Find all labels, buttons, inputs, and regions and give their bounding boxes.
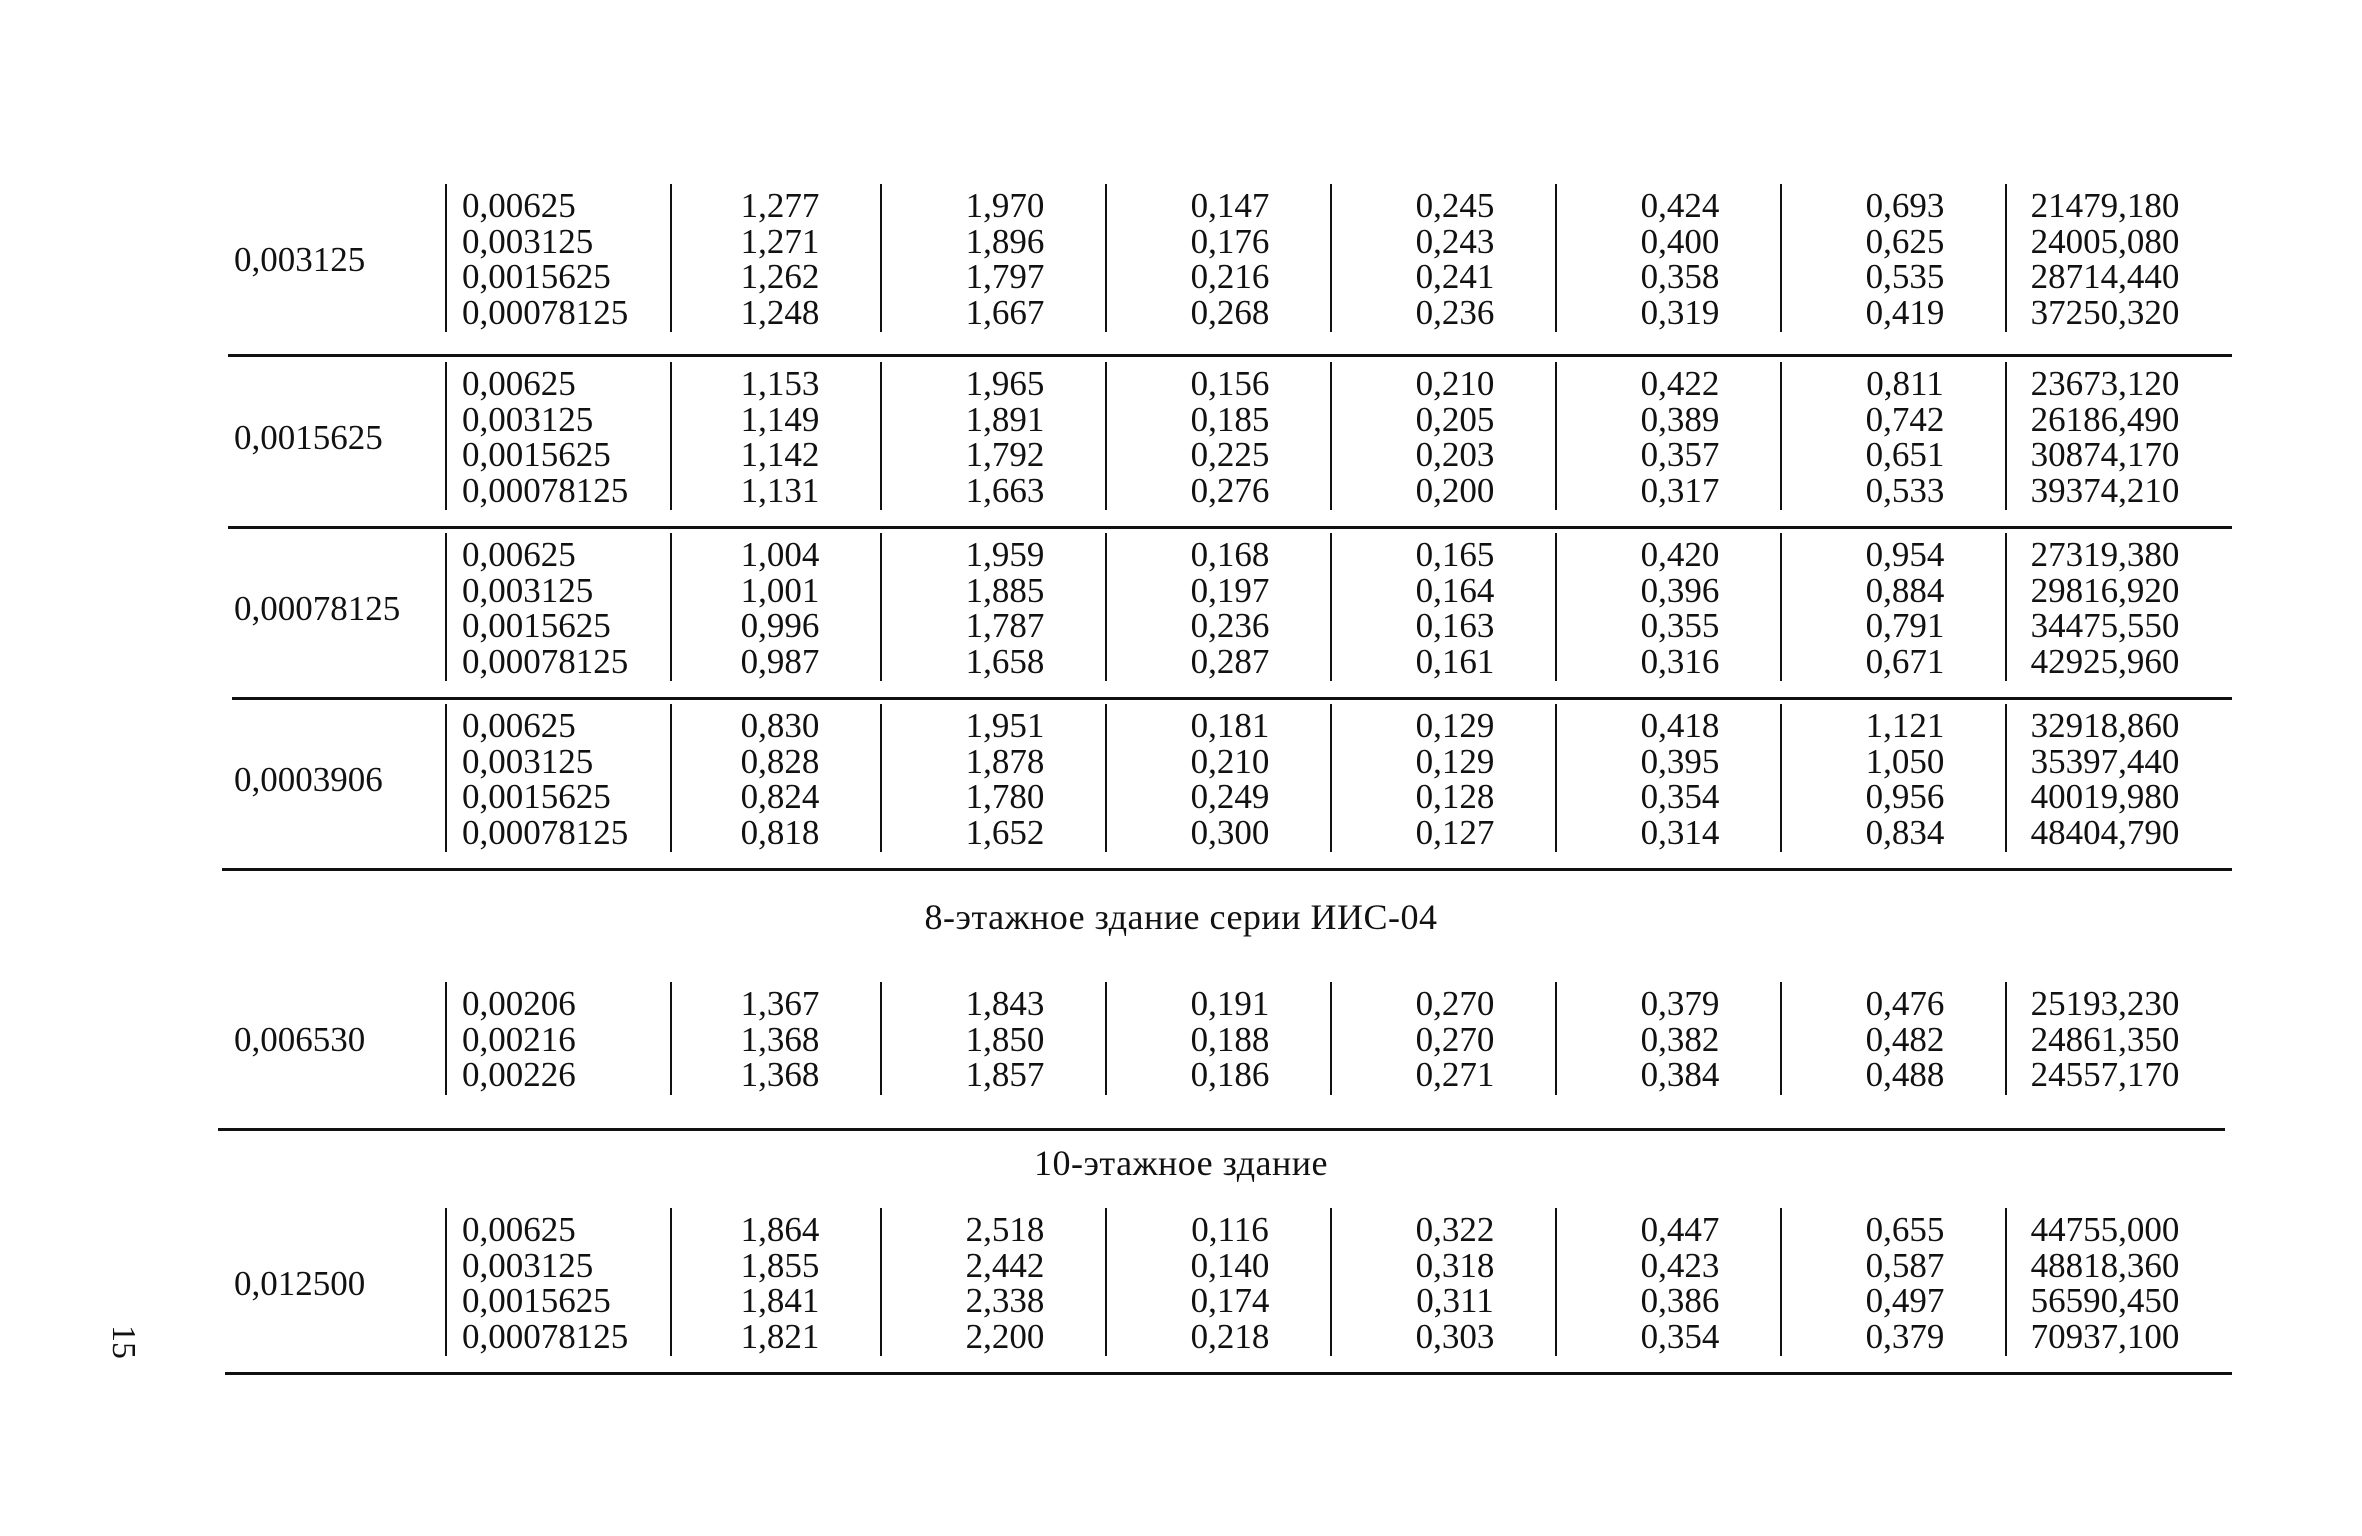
table-column [1575,188,1785,330]
table-cell: 0,791 [1865,606,1945,645]
table-column [462,366,662,508]
table-cell: 0,00625 [462,186,576,225]
table-column [1575,986,1785,1093]
table-cell: 0,174 [1190,1281,1270,1320]
table-cell: 0,625 [1865,221,1945,261]
table-cell: 0,245 [1415,186,1495,225]
table-cell: 0,314 [1640,812,1720,852]
table-cell: 0,418 [1640,706,1720,745]
table-cell: 0,316 [1640,641,1720,681]
table-column [1125,537,1335,679]
column-rule [445,704,447,852]
column-rule [670,533,672,681]
table-cell: 0,268 [1190,292,1270,332]
table-cell: 2,442 [965,1245,1045,1285]
table-cell: 0,389 [1640,399,1720,439]
table-cell: 0,497 [1865,1281,1945,1320]
table-cell: 0,176 [1190,221,1270,261]
table-column [900,986,1110,1093]
table-cell: 1,855 [740,1245,820,1285]
table-cell: 1,792 [965,435,1045,474]
table-cell: 0,354 [1640,1316,1720,1356]
table-cell: 1,004 [740,535,820,574]
table-cell: 0,271 [1415,1055,1495,1094]
row-separator [222,868,2232,871]
table-cell: 0,956 [1865,777,1945,816]
column-rule [445,1208,447,1356]
table-cell: 1,001 [740,570,820,610]
table-cell: 0,188 [1190,1019,1270,1059]
table-cell: 0,811 [1866,364,1944,403]
table-cell: 1,965 [965,364,1045,403]
table-cell: 0,236 [1190,606,1270,645]
row-separator [232,697,2232,700]
table-cell: 0,354 [1640,777,1720,816]
table-cell: 0,161 [1415,641,1495,681]
table-cell: 1,277 [740,186,820,225]
table-cell: 0,655 [1865,1210,1945,1249]
table-cell: 0,003125 [462,221,594,261]
table-cell: 0,003125 [462,741,594,781]
table-cell: 0,127 [1415,812,1495,852]
table-cell: 1,262 [740,257,820,296]
table-column [1125,366,1335,508]
table-cell: 1,787 [965,606,1045,645]
table-column [1125,1212,1335,1354]
table-cell: 27319,380 [2030,535,2180,574]
group-lead-value: 0,003125 [234,240,366,279]
table-cell: 0,00216 [462,1019,576,1059]
table-cell: 1,797 [965,257,1045,296]
column-rule [670,184,672,332]
table-cell: 1,248 [740,292,820,332]
table-cell: 0,216 [1190,257,1270,296]
table-cell: 32918,860 [2030,706,2180,745]
table-cell: 0,191 [1190,984,1270,1023]
table-cell: 1,658 [965,641,1045,681]
table-cell: 0,203 [1415,435,1495,474]
table-cell: 0,0015625 [462,1281,611,1320]
table-column [680,537,880,679]
table-cell: 0,147 [1190,186,1270,225]
table-column [1350,986,1560,1093]
table-cell: 0,587 [1865,1245,1945,1285]
table-cell: 0,884 [1865,570,1945,610]
table-cell: 0,396 [1640,570,1720,610]
table-cell: 1,843 [965,984,1045,1023]
table-column [1575,537,1785,679]
table-cell: 1,368 [740,1055,820,1094]
table-cell: 0,00078125 [462,292,629,332]
table-cell: 30874,170 [2030,435,2180,474]
table-cell: 1,153 [740,364,820,403]
table-cell: 0,156 [1190,364,1270,403]
table-cell: 48404,790 [2030,812,2180,852]
table-cell: 0,987 [740,641,820,681]
table-cell: 0,270 [1415,984,1495,1023]
table-cell: 1,367 [740,984,820,1023]
table-cell: 0,164 [1415,570,1495,610]
table-cell: 1,821 [740,1316,820,1356]
table-cell: 0,218 [1190,1316,1270,1356]
table-column [462,1212,662,1354]
table-column [1800,188,2010,330]
table-column [1800,986,2010,1093]
column-rule [670,704,672,852]
table-column [1125,188,1335,330]
table-cell: 0,488 [1865,1055,1945,1094]
table-cell: 1,652 [965,812,1045,852]
table-cell: 0,003125 [462,1245,594,1285]
table-cell: 0,319 [1640,292,1720,332]
column-rule [880,533,882,681]
table-column [2000,1212,2210,1354]
table-cell: 0,400 [1640,221,1720,261]
table-cell: 1,857 [965,1055,1045,1094]
table-column [2000,537,2210,679]
table-cell: 0,384 [1640,1055,1720,1094]
row-separator [218,1128,2225,1131]
table-cell: 24005,080 [2030,221,2180,261]
table-cell: 0,00206 [462,984,576,1023]
table-cell: 1,864 [740,1210,820,1249]
table-cell: 0,671 [1865,641,1945,681]
table-cell: 0,651 [1865,435,1945,474]
table-cell: 0,129 [1415,706,1495,745]
table-cell: 0,311 [1416,1281,1494,1320]
table-cell: 0,165 [1415,535,1495,574]
table-cell: 0,317 [1640,470,1720,510]
table-cell: 1,121 [1865,706,1945,745]
table-cell: 44755,000 [2030,1210,2180,1249]
table-cell: 0,276 [1190,470,1270,510]
table-cell: 0,322 [1415,1210,1495,1249]
table-column [1575,708,1785,850]
table-column [1350,708,1560,850]
table-cell: 0,163 [1415,606,1495,645]
table-cell: 0,742 [1865,399,1945,439]
column-rule [445,982,447,1095]
row-separator [225,1372,2232,1375]
table-cell: 25193,230 [2030,984,2180,1023]
table-cell: 0,185 [1190,399,1270,439]
table-cell: 2,518 [965,1210,1045,1249]
table-cell: 0,00226 [462,1055,576,1094]
table-cell: 1,885 [965,570,1045,610]
table-column [900,366,1110,508]
group-lead-value: 0,0003906 [234,760,383,799]
table-column [900,708,1110,850]
table-cell: 0,318 [1415,1245,1495,1285]
column-rule [880,1208,882,1356]
column-rule [670,362,672,510]
table-cell: 0,249 [1190,777,1270,816]
table-cell: 0,379 [1865,1316,1945,1356]
table-cell: 0,834 [1865,812,1945,852]
column-rule [445,362,447,510]
section-title: 10-этажное здание [1033,1143,1329,1183]
table-cell: 0,447 [1640,1210,1720,1249]
table-cell: 0,003125 [462,570,594,610]
table-column [680,986,880,1093]
table-cell: 0,382 [1640,1019,1720,1059]
table-cell: 42925,960 [2030,641,2180,681]
table-cell: 56590,450 [2030,1281,2180,1320]
table-cell: 0,00625 [462,706,576,745]
table-cell: 0,129 [1415,741,1495,781]
table-cell: 1,841 [740,1281,820,1320]
table-cell: 0,303 [1415,1316,1495,1356]
table-cell: 1,131 [740,470,820,510]
table-column [2000,708,2210,850]
table-column [1125,708,1335,850]
table-cell: 1,050 [1865,741,1945,781]
table-cell: 0,824 [740,777,820,816]
table-cell: 0,0015625 [462,606,611,645]
table-cell: 0,996 [740,606,820,645]
table-cell: 0,197 [1190,570,1270,610]
table-cell: 1,878 [965,741,1045,781]
table-cell: 2,338 [965,1281,1045,1320]
table-column [680,1212,880,1354]
table-cell: 70937,100 [2030,1316,2180,1356]
table-cell: 0,181 [1190,706,1270,745]
table-column [900,1212,1110,1354]
table-column [1800,1212,2010,1354]
table-cell: 0,186 [1190,1055,1270,1094]
column-rule [445,184,447,332]
table-cell: 0,200 [1415,470,1495,510]
table-cell: 34475,550 [2030,606,2180,645]
table-column [2000,366,2210,508]
table-column [680,188,880,330]
table-cell: 23673,120 [2030,364,2180,403]
table-cell: 0,140 [1190,1245,1270,1285]
table-cell: 1,142 [740,435,820,474]
table-column [1125,986,1335,1093]
table-column [1575,366,1785,508]
table-cell: 0,395 [1640,741,1720,781]
table-cell: 0,00078125 [462,470,629,510]
table-column [1575,1212,1785,1354]
table-column [680,708,880,850]
table-cell: 48818,360 [2030,1245,2180,1285]
table-cell: 0,420 [1640,535,1720,574]
table-cell: 39374,210 [2030,470,2180,510]
table-cell: 1,271 [740,221,820,261]
table-cell: 0,243 [1415,221,1495,261]
table-cell: 0,830 [740,706,820,745]
table-column [1350,1212,1560,1354]
table-column [2000,986,2210,1093]
table-column [1800,537,2010,679]
page-number: 15 [105,1325,142,1359]
table-cell: 0,00078125 [462,1316,629,1356]
table-cell: 0,533 [1865,470,1945,510]
table-cell: 1,891 [965,399,1045,439]
table-cell: 1,667 [965,292,1045,332]
group-lead-value: 0,0015625 [234,418,383,457]
table-cell: 1,780 [965,777,1045,816]
table-cell: 0,828 [740,741,820,781]
table-cell: 0,355 [1640,606,1720,645]
table-cell: 0,00078125 [462,812,629,852]
table-cell: 40019,980 [2030,777,2180,816]
table-cell: 0,241 [1415,257,1495,296]
table-column [1800,708,2010,850]
table-cell: 37250,320 [2030,292,2180,332]
table-cell: 0,116 [1191,1210,1269,1249]
table-column [1350,366,1560,508]
table-cell: 0,954 [1865,535,1945,574]
table-cell: 1,663 [965,470,1045,510]
table-cell: 21479,180 [2030,186,2180,225]
table-cell: 1,850 [965,1019,1045,1059]
table-cell: 1,896 [965,221,1045,261]
table-column [462,537,662,679]
table-cell: 24557,170 [2030,1055,2180,1094]
column-rule [445,533,447,681]
table-cell: 2,200 [965,1316,1045,1356]
table-cell: 1,149 [740,399,820,439]
table-cell: 0,535 [1865,257,1945,296]
table-column [462,986,662,1093]
row-separator [228,526,2232,529]
table-cell: 24861,350 [2030,1019,2180,1059]
table-cell: 1,951 [965,706,1045,745]
table-cell: 0,424 [1640,186,1720,225]
table-cell: 0,693 [1865,186,1945,225]
table-cell: 1,959 [965,535,1045,574]
table-cell: 0,300 [1190,812,1270,852]
table-cell: 1,368 [740,1019,820,1059]
table-cell: 0,168 [1190,535,1270,574]
table-cell: 0,003125 [462,399,594,439]
group-lead-value: 0,006530 [234,1020,366,1060]
table-cell: 0,210 [1415,364,1495,403]
table-cell: 0,422 [1640,364,1720,403]
table-column [462,188,662,330]
table-cell: 35397,440 [2030,741,2180,781]
table-cell: 0,358 [1640,257,1720,296]
table-cell: 0,00625 [462,535,576,574]
table-cell: 0,357 [1640,435,1720,474]
table-cell: 26186,490 [2030,399,2180,439]
table-cell: 0,205 [1415,399,1495,439]
group-lead-value: 0,012500 [234,1264,366,1303]
column-rule [880,982,882,1095]
table-cell: 0,00078125 [462,641,629,681]
table-cell: 0,482 [1865,1019,1945,1059]
column-rule [670,982,672,1095]
column-rule [880,184,882,332]
table-column [900,188,1110,330]
table-cell: 0,210 [1190,741,1270,781]
table-cell: 0,379 [1640,984,1720,1023]
table-cell: 0,225 [1190,435,1270,474]
row-separator [228,354,2232,357]
table-cell: 0,476 [1865,984,1945,1023]
table-column [900,537,1110,679]
table-cell: 0,0015625 [462,257,611,296]
table-column [680,366,880,508]
table-cell: 0,236 [1415,292,1495,332]
table-cell: 0,0015625 [462,777,611,816]
table-column [462,708,662,850]
table-cell: 0,287 [1190,641,1270,681]
group-lead-value: 0,00078125 [234,589,401,628]
column-rule [880,704,882,852]
table-column [1350,188,1560,330]
table-cell: 0,818 [740,812,820,852]
table-column [2000,188,2210,330]
table-cell: 0,386 [1640,1281,1720,1320]
table-cell: 28714,440 [2030,257,2180,296]
table-cell: 1,970 [965,186,1045,225]
table-cell: 0,128 [1415,777,1495,816]
table-cell: 0,423 [1640,1245,1720,1285]
column-rule [880,362,882,510]
table-cell: 0,270 [1415,1019,1495,1059]
table-cell: 0,00625 [462,1210,576,1249]
table-cell: 29816,920 [2030,570,2180,610]
table-column [1800,366,2010,508]
table-cell: 0,419 [1865,292,1945,332]
table-cell: 0,0015625 [462,435,611,474]
section-title: 8-этажное здание серии ИИС-04 [924,897,1438,937]
column-rule [670,1208,672,1356]
table-column [1350,537,1560,679]
table-cell: 0,00625 [462,364,576,403]
